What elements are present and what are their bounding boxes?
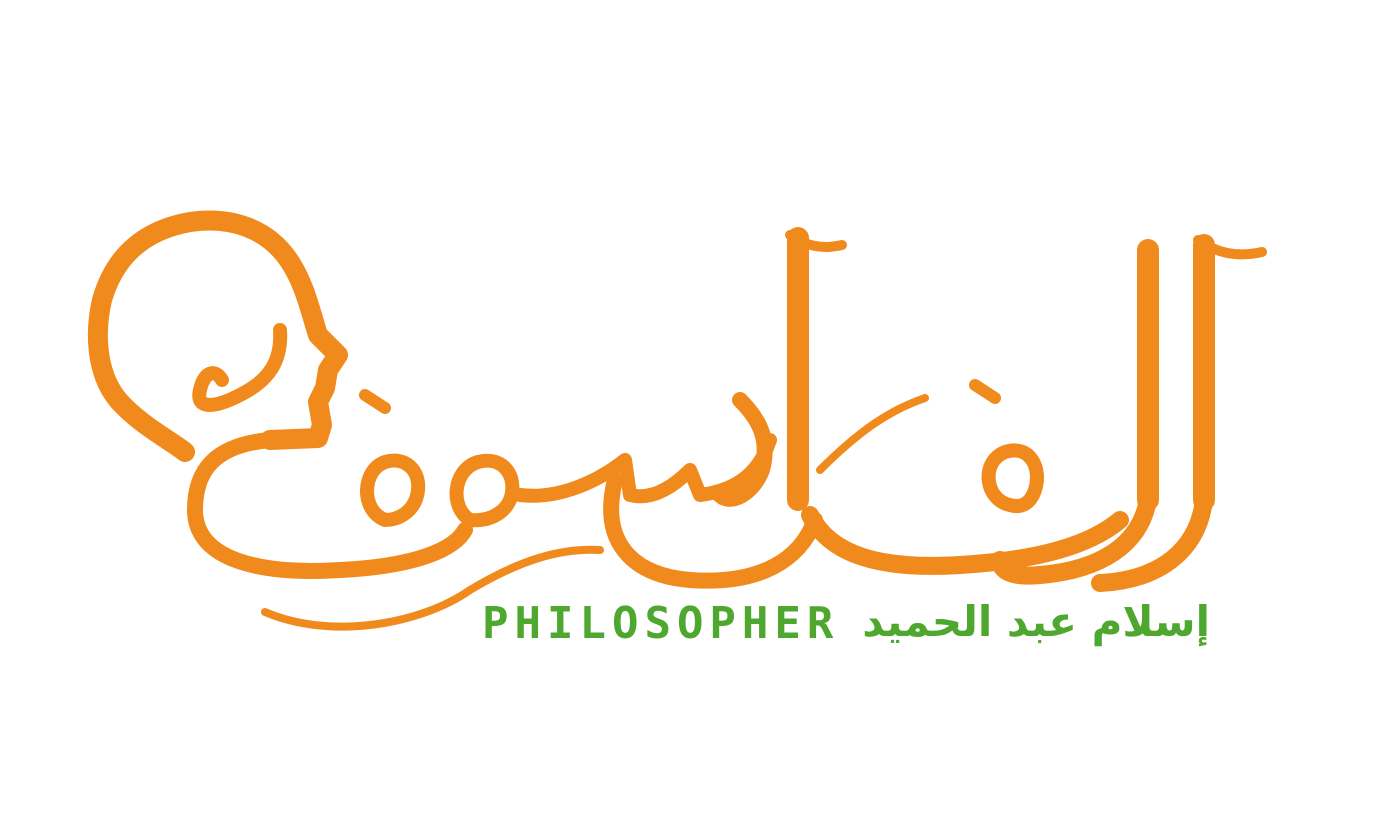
baseline-sweep-stroke — [195, 440, 465, 571]
dot-stroke-1 — [365, 395, 385, 408]
author-name: إسلام عبد الحميد — [862, 597, 1210, 646]
upper-diagonal-stroke — [820, 398, 925, 470]
loop-stroke-2 — [457, 461, 513, 520]
dot-stroke-2 — [975, 385, 995, 398]
tall-stem-flag-1 — [790, 235, 842, 247]
loop-stroke-1 — [367, 461, 418, 520]
long-kashida-stroke — [810, 515, 1120, 566]
head-silhouette-stroke — [98, 221, 338, 452]
seen-teeth-stroke — [520, 440, 770, 496]
fa-loop-stroke — [989, 450, 1037, 506]
head-inner-curve — [199, 330, 280, 405]
subtitle-philosopher: PHILOSOPHER — [482, 598, 840, 649]
